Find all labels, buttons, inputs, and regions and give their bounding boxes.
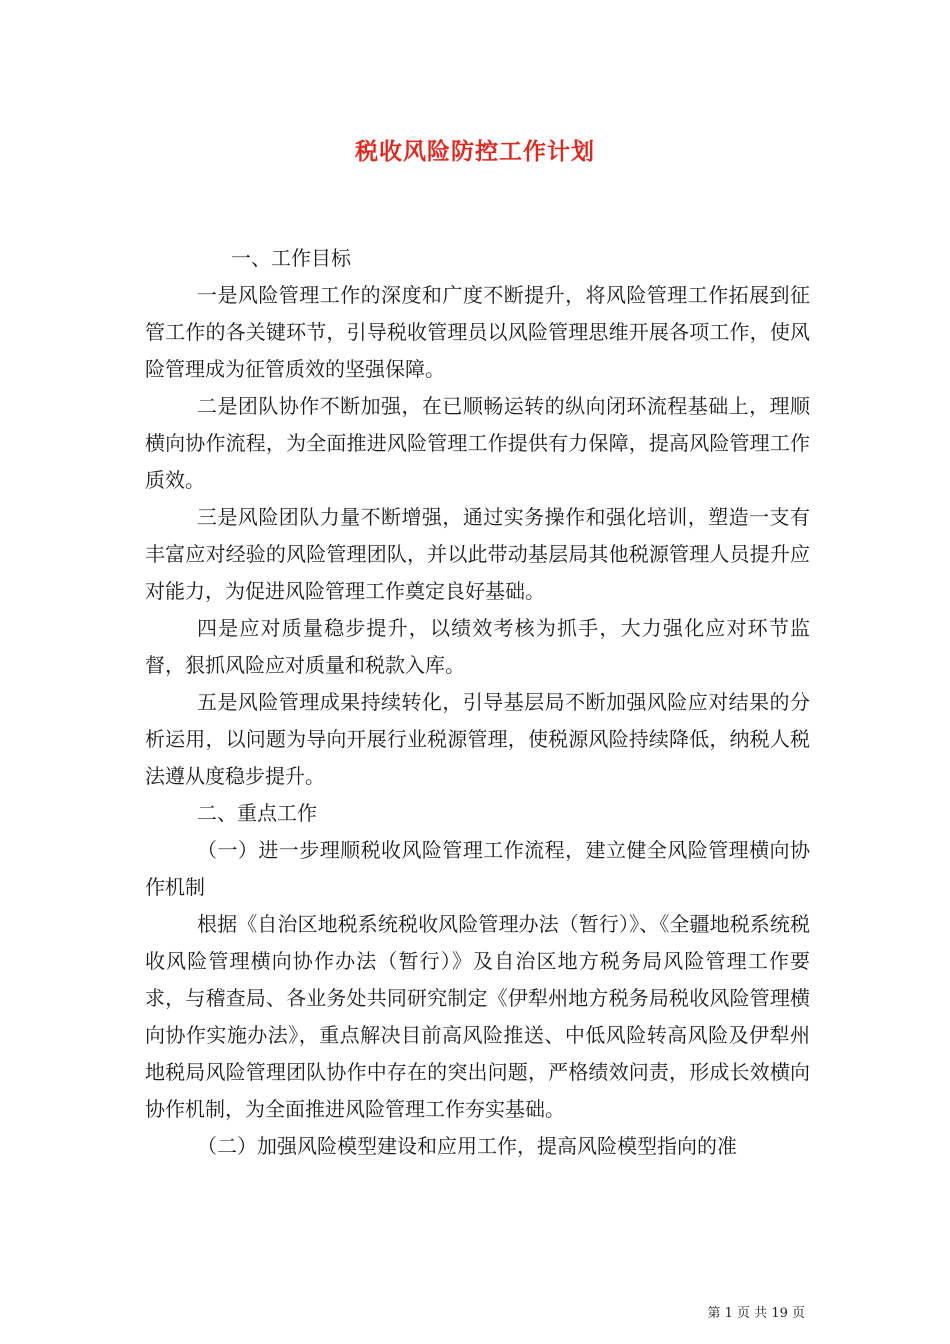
paragraph-key-work-1: 根据《自治区地税系统税收风险管理办法（暂行）》、《全疆地税系统税收风险管理横向协作办法（暂行）》及自治区地方税务局风险管理工作要求，与稽查局、各业务处共同研究制定《伊犁州地方税务局税收风险管理横向协作实施办法》，重点解决目前高风险推送、中低风险转高风险及伊犁州地税局风险管理团队协作中存在的突出问题，严格绩效问责，形成长效横向协作机制，为全面推进风险管理工作夯实基础。 (145, 912, 810, 1121)
paragraph-goal-3: 三是风险团队力量不断增强，通过实务操作和强化培训，塑造一支有丰富应对经验的风险管理团队，并以此带动基层局其他税源管理人员提升应对能力，为促进风险管理工作奠定良好基础。 (145, 505, 810, 603)
paragraph-goal-1: 一是风险管理工作的深度和广度不断提升，将风险管理工作拓展到征管工作的各关键环节，引导税收管理员以风险管理思维开展各项工作，使风险管理成为征管质效的坚强保障。 (145, 283, 810, 381)
subsection-heading-2: （二）加强风险模型建设和应用工作，提高风险模型指向的准 (197, 1134, 737, 1158)
paragraph-goal-4: 四是应对质量稳步提升，以绩效考核为抓手，大力强化应对环节监督，狠抓风险应对质量和税款入库。 (145, 616, 810, 677)
document-title: 税收风险防控工作计划 (355, 138, 595, 165)
page-number-footer: 第 1 页 共 19 页 (707, 1306, 805, 1321)
subsection-heading-1: （一）进一步理顺税收风险管理工作流程，建立健全风险管理横向协作机制 (145, 838, 810, 899)
document-body (145, 240, 810, 1165)
paragraph-goal-5: 五是风险管理成果持续转化，引导基层局不断加强风险应对结果的分析运用，以问题为导向开展行业税源管理，使税源风险持续降低，纳税人税法遵从度稳步提升。 (145, 690, 810, 788)
section-heading-key-work: 二、重点工作 (197, 801, 317, 825)
section-heading-goals: 一、工作目标 (231, 246, 351, 270)
paragraph-goal-2: 二是团队协作不断加强，在已顺畅运转的纵向闭环流程基础上，理顺横向协作流程，为全面推进风险管理工作提供有力保障，提高风险管理工作质效。 (145, 394, 810, 492)
